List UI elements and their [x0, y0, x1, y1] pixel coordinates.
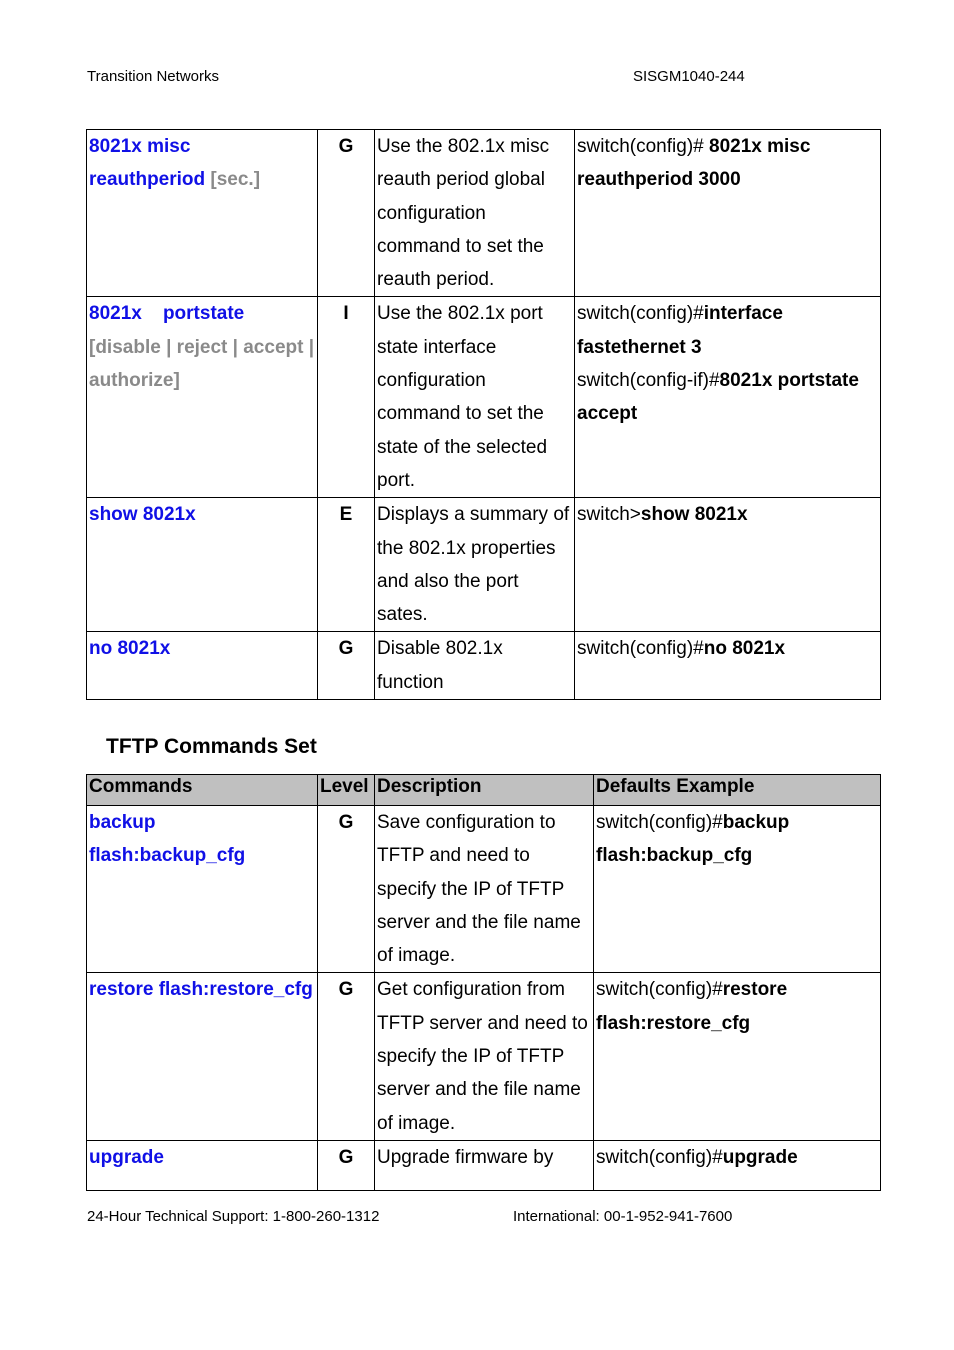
example-cell [594, 1140, 881, 1190]
example-command: no 8021x [703, 638, 786, 660]
column-header-commands: Commands [87, 775, 318, 806]
example-prompt: switch(config)# [577, 638, 704, 660]
table-row [87, 130, 881, 297]
example-command: 8021x portstate accept [577, 370, 859, 425]
command-table-8021x [86, 129, 881, 700]
table-header-row [87, 775, 881, 806]
command-parameter: [disable | reject | accept | authorize] [89, 336, 315, 392]
example-command: interface fastethernet 3 [577, 303, 783, 358]
example-command: 8021x misc reauthperiod 3000 [577, 136, 811, 191]
description-cell: Displays a summary of the 802.1x properties and also the port sates. [375, 498, 575, 632]
example-command: upgrade [722, 1146, 798, 1168]
level-cell: G [318, 130, 375, 297]
page-header-model: SISGM1040-244 [633, 68, 745, 85]
example-command: restore flash:restore_cfg [596, 979, 788, 1034]
command-cell [87, 297, 318, 498]
level-cell: E [318, 498, 375, 632]
example-cell [575, 297, 881, 498]
table-row [87, 297, 881, 498]
description-cell: Upgrade firmware by [375, 1140, 594, 1190]
example-command: backup flash:backup_cfg [596, 812, 790, 867]
description-cell: Save configuration to TFTP and need to specify the IP of TFTP server and the file name of image. [375, 806, 594, 973]
command-cell: show 8021x [87, 498, 318, 632]
level-cell: G [318, 632, 375, 700]
column-header-example: Defaults Example [594, 775, 881, 806]
table-row [87, 1140, 881, 1190]
command-cell: no 8021x [87, 632, 318, 700]
command-text: backup [89, 812, 156, 833]
page-header-company: Transition Networks [87, 68, 219, 85]
command-text: reauthperiod [89, 169, 206, 191]
footer-support-phone: 24-Hour Technical Support: 1-800-260-1312 [87, 1208, 380, 1225]
example-cell [594, 973, 881, 1140]
table-row [87, 498, 881, 632]
section-title: TFTP Commands Set [106, 735, 317, 758]
table-row [87, 806, 881, 973]
command-text: flash:backup_cfg [89, 845, 246, 867]
level-cell: G [318, 1140, 375, 1190]
example-prompt: switch(config)# [577, 136, 709, 157]
example-prompt: switch(config-if)# [577, 370, 720, 392]
level-cell: G [318, 806, 375, 973]
example-prompt: switch(config)# [596, 979, 723, 1001]
command-table-tftp [86, 774, 881, 1191]
command-text: 8021x misc [89, 136, 191, 157]
example-cell [575, 498, 881, 632]
command-parameter: [sec.] [210, 169, 261, 191]
example-cell [594, 806, 881, 973]
command-text: 8021x portstate [89, 303, 245, 325]
column-header-level: Level [318, 775, 375, 806]
level-cell: I [318, 297, 375, 498]
example-prompt: switch(config)# [596, 812, 723, 833]
example-prompt: switch(config)# [577, 303, 704, 325]
example-command: show 8021x [640, 504, 748, 526]
command-cell [87, 130, 318, 297]
description-cell: Get configuration from TFTP server and need to specify the IP of TFTP server and the file name of image. [375, 973, 594, 1140]
example-cell [575, 130, 881, 297]
example-cell [575, 632, 881, 700]
table-row [87, 973, 881, 1140]
description-cell: Use the 802.1x port state interface configuration command to set the state of the selected port. [375, 297, 575, 498]
column-header-description: Description [375, 775, 594, 806]
command-cell [87, 806, 318, 973]
description-cell: Disable 802.1x function [375, 632, 575, 700]
example-prompt: switch> [577, 504, 641, 526]
footer-international-phone: International: 00-1-952-941-7600 [513, 1208, 733, 1225]
example-prompt: switch(config)# [596, 1146, 723, 1168]
description-cell: Use the 802.1x misc reauth period global configuration command to set the reauth period. [375, 130, 575, 297]
table-row [87, 632, 881, 700]
command-cell: upgrade [87, 1140, 318, 1190]
command-cell: restore flash:restore_cfg [87, 973, 318, 1140]
level-cell: G [318, 973, 375, 1140]
